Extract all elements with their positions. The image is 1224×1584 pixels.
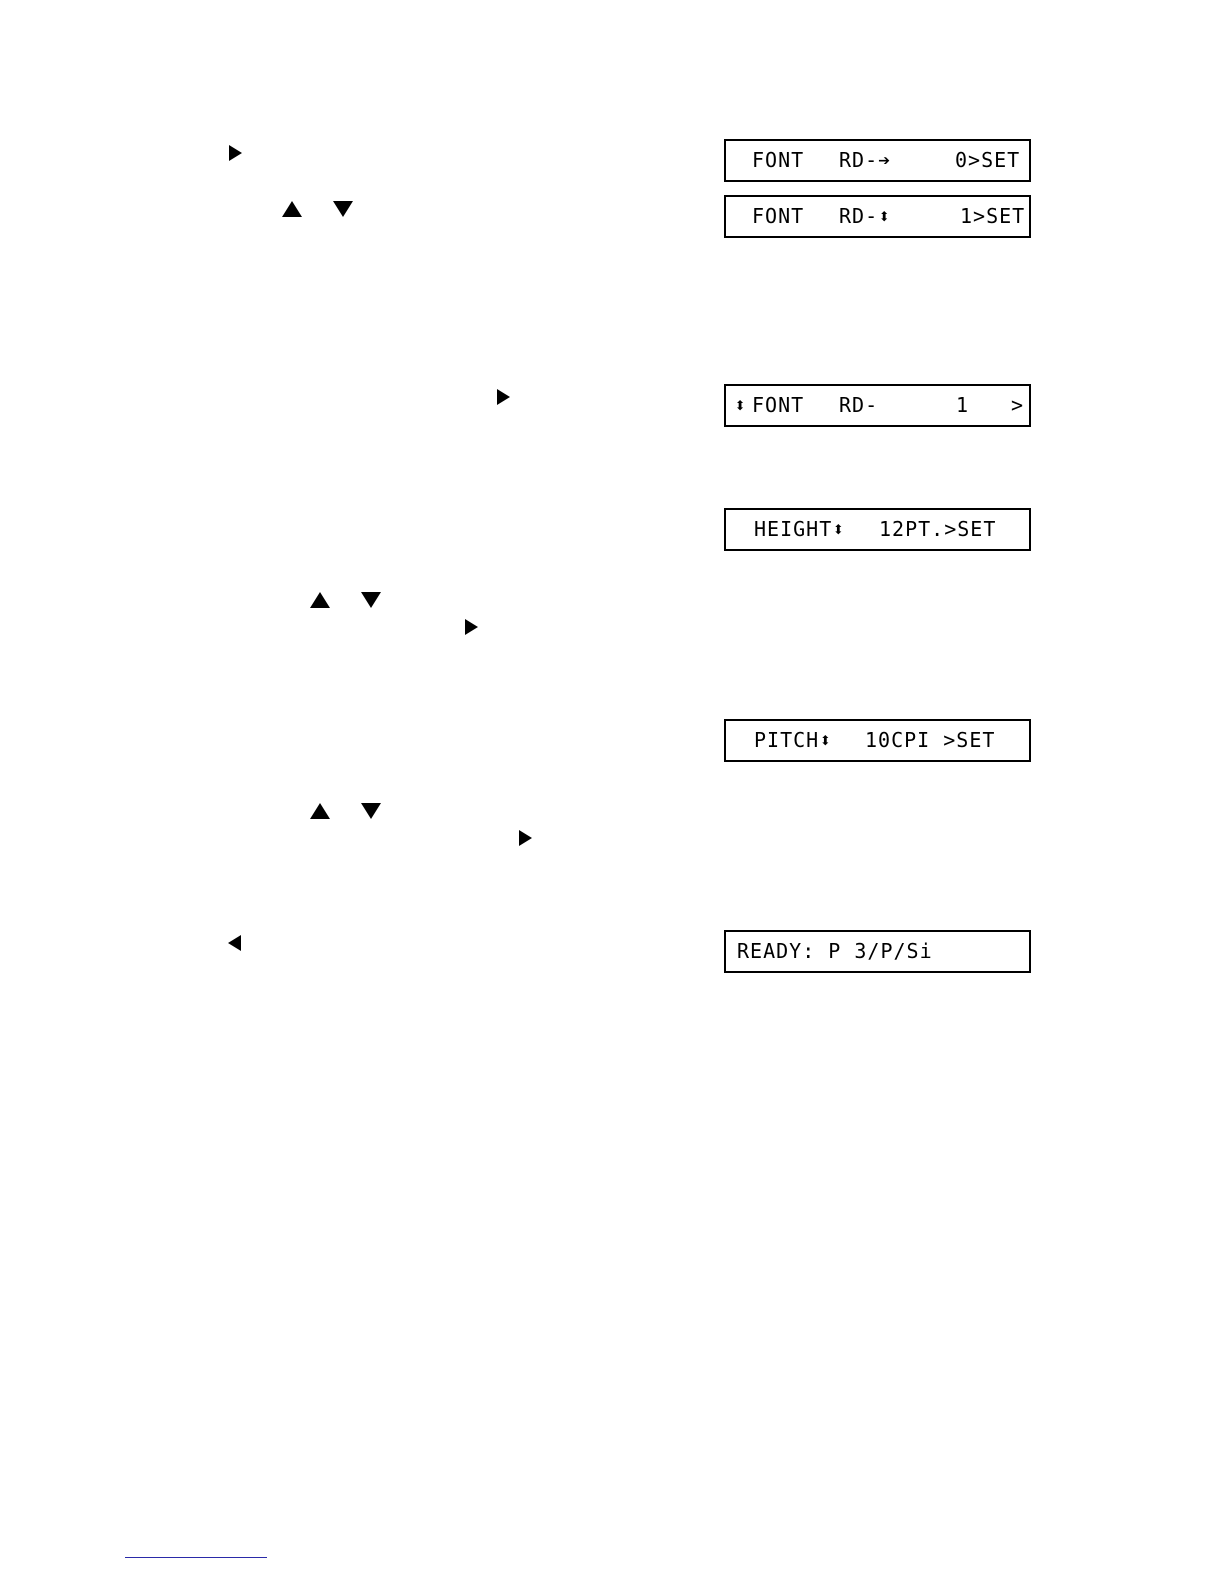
display-field: RD-➔ [839, 148, 892, 172]
display-label: PITCH⬍ [754, 728, 833, 752]
font-rd-select-display [724, 384, 1031, 427]
display-value: 1 [956, 393, 970, 417]
updown-icon: ⬍ [734, 393, 748, 417]
triangle-down-icon [333, 201, 353, 217]
display-text: READY: P 3/P/Si [737, 939, 933, 963]
display-label: HEIGHT⬍ [754, 517, 846, 541]
footnote-rule [125, 1557, 267, 1558]
display-label: FONT [752, 393, 805, 417]
display-field: RD-⬍ [839, 204, 892, 228]
display-value: 0>SET [955, 148, 1021, 172]
pitch-display [724, 719, 1031, 762]
font-rd-0-display [724, 139, 1031, 182]
triangle-down-icon [361, 803, 381, 819]
triangle-right-icon [497, 389, 510, 405]
triangle-right-icon [465, 619, 478, 635]
triangle-up-icon [310, 803, 330, 819]
triangle-right-icon [229, 145, 242, 161]
display-value: 12PT.>SET [879, 517, 997, 541]
display-value: 10CPI >SET [865, 728, 996, 752]
triangle-up-icon [282, 201, 302, 217]
triangle-left-icon [228, 935, 241, 951]
triangle-up-icon [310, 592, 330, 608]
triangle-right-icon [519, 830, 532, 846]
display-label: FONT [752, 204, 805, 228]
display-field: RD- [839, 393, 879, 417]
display-label: FONT [752, 148, 805, 172]
ready-display [724, 930, 1031, 973]
height-display [724, 508, 1031, 551]
display-value: 1>SET [960, 204, 1026, 228]
triangle-down-icon [361, 592, 381, 608]
chevron-right-icon: > [1011, 393, 1025, 417]
font-rd-1-display [724, 195, 1031, 238]
